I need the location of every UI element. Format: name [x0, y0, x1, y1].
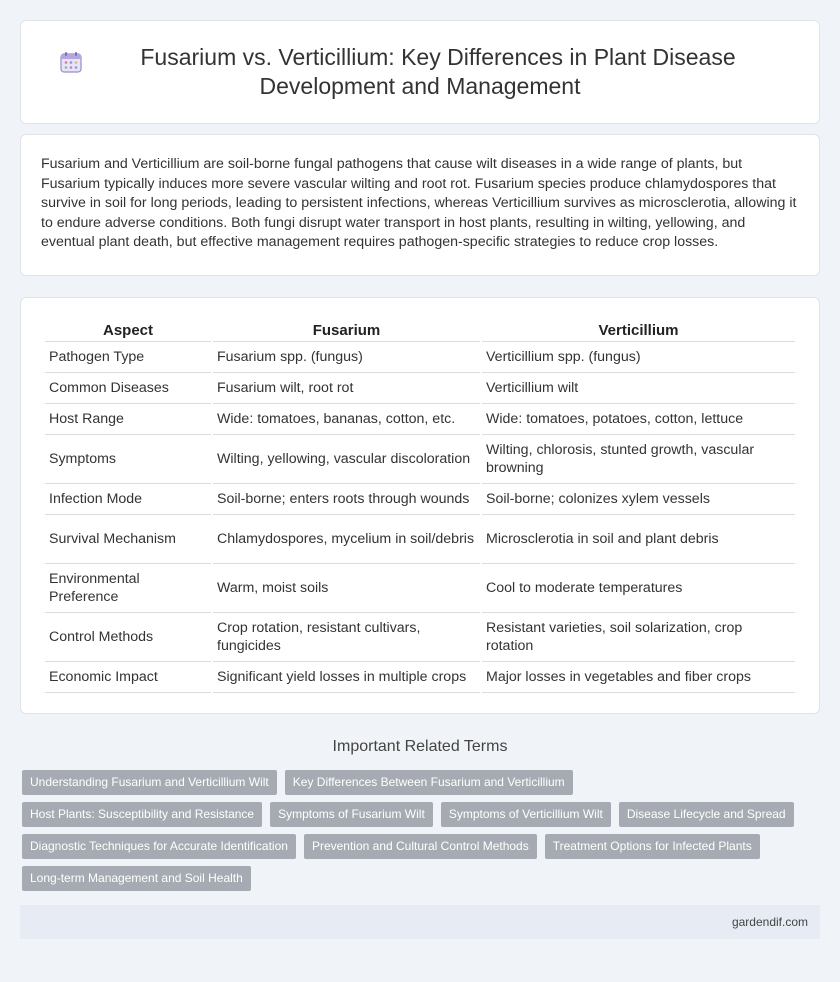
related-term-tag[interactable]: Understanding Fusarium and Verticillium Wilt	[22, 770, 277, 795]
related-term-tag[interactable]: Symptoms of Verticillium Wilt	[441, 802, 611, 827]
title-wrap	[61, 43, 779, 101]
header-card	[20, 20, 820, 124]
related-term-tag[interactable]: Long-term Management and Soil Health	[22, 866, 251, 891]
verticillium-cell: Wilting, chlorosis, stunted growth, vascular browning	[482, 435, 795, 484]
related-term-tag[interactable]: Key Differences Between Fusarium and Verticillium	[285, 770, 573, 795]
fusarium-cell: Soil-borne; enters roots through wounds	[213, 484, 480, 515]
footer	[20, 905, 820, 939]
fusarium-cell: Chlamydospores, mycelium in soil/debris	[213, 515, 480, 564]
fusarium-cell: Crop rotation, resistant cultivars, fungicides	[213, 613, 480, 662]
aspect-cell: Environmental Preference	[45, 564, 211, 613]
fusarium-cell: Fusarium wilt, root rot	[213, 373, 480, 404]
header-aspect: Aspect	[45, 318, 211, 342]
header-verticillium: Verticillium	[482, 318, 795, 342]
table-row	[45, 435, 795, 484]
fusarium-cell: Significant yield losses in multiple crops	[213, 662, 480, 693]
aspect-cell: Symptoms	[45, 435, 211, 484]
table-row	[45, 484, 795, 515]
aspect-cell: Control Methods	[45, 613, 211, 662]
aspect-cell: Common Diseases	[45, 373, 211, 404]
fusarium-cell: Wilting, yellowing, vascular discoloration	[213, 435, 480, 484]
verticillium-cell: Verticillium wilt	[482, 373, 795, 404]
calendar-icon	[59, 50, 83, 74]
comparison-table-card	[20, 297, 820, 714]
related-terms-tags	[0, 770, 840, 891]
related-terms-section	[0, 738, 840, 891]
table-row	[45, 342, 795, 373]
related-term-tag[interactable]: Prevention and Cultural Control Methods	[304, 834, 537, 859]
fusarium-cell: Fusarium spp. (fungus)	[213, 342, 480, 373]
related-terms-title: Important Related Terms	[332, 737, 508, 755]
table-row	[45, 564, 795, 613]
intro-text: Fusarium and Verticillium are soil-borne fungal pathogens that cause wilt diseases in a wide range of plants, but Fusarium typically induces more severe vascular wilting and root rot. Fusarium species produce chlamydospores that survive in soil for long periods, leading to persistent infections, whereas Verticillium survives as microsclerotia, allowing it to endure adverse conditions. Both fungi disrupt water transport in host plants, resulting in wilting, yellowing, and eventual plant death, but effective management requires pathogen-specific strategies to reduce crop losses.	[41, 156, 797, 250]
table-row	[45, 404, 795, 435]
aspect-cell: Host Range	[45, 404, 211, 435]
verticillium-cell: Cool to moderate temperatures	[482, 564, 795, 613]
related-term-tag[interactable]: Host Plants: Susceptibility and Resistance	[22, 802, 262, 827]
related-term-tag[interactable]: Diagnostic Techniques for Accurate Identification	[22, 834, 296, 859]
related-term-tag[interactable]: Disease Lifecycle and Spread	[619, 802, 794, 827]
table-row	[45, 662, 795, 693]
aspect-cell: Infection Mode	[45, 484, 211, 515]
page-title: Fusarium vs. Verticillium: Key Differences in Plant Disease Development and Management	[140, 44, 736, 99]
related-term-tag[interactable]: Treatment Options for Infected Plants	[545, 834, 760, 859]
intro-card	[20, 134, 820, 276]
fusarium-cell: Wide: tomatoes, bananas, cotton, etc.	[213, 404, 480, 435]
related-term-tag[interactable]: Symptoms of Fusarium Wilt	[270, 802, 433, 827]
verticillium-cell: Verticillium spp. (fungus)	[482, 342, 795, 373]
verticillium-cell: Wide: tomatoes, potatoes, cotton, lettuce	[482, 404, 795, 435]
verticillium-cell: Major losses in vegetables and fiber crops	[482, 662, 795, 693]
verticillium-cell: Soil-borne; colonizes xylem vessels	[482, 484, 795, 515]
fusarium-cell: Warm, moist soils	[213, 564, 480, 613]
table-row	[45, 613, 795, 662]
table-row	[45, 515, 795, 564]
verticillium-cell: Microsclerotia in soil and plant debris	[482, 515, 795, 564]
aspect-cell: Economic Impact	[45, 662, 211, 693]
table-row	[45, 373, 795, 404]
aspect-cell: Survival Mechanism	[45, 515, 211, 564]
verticillium-cell: Resistant varieties, soil solarization, crop rotation	[482, 613, 795, 662]
comparison-table	[43, 318, 797, 693]
header-fusarium: Fusarium	[213, 318, 480, 342]
footer-site-link[interactable]: gardendif.com	[731, 914, 808, 929]
aspect-cell: Pathogen Type	[45, 342, 211, 373]
